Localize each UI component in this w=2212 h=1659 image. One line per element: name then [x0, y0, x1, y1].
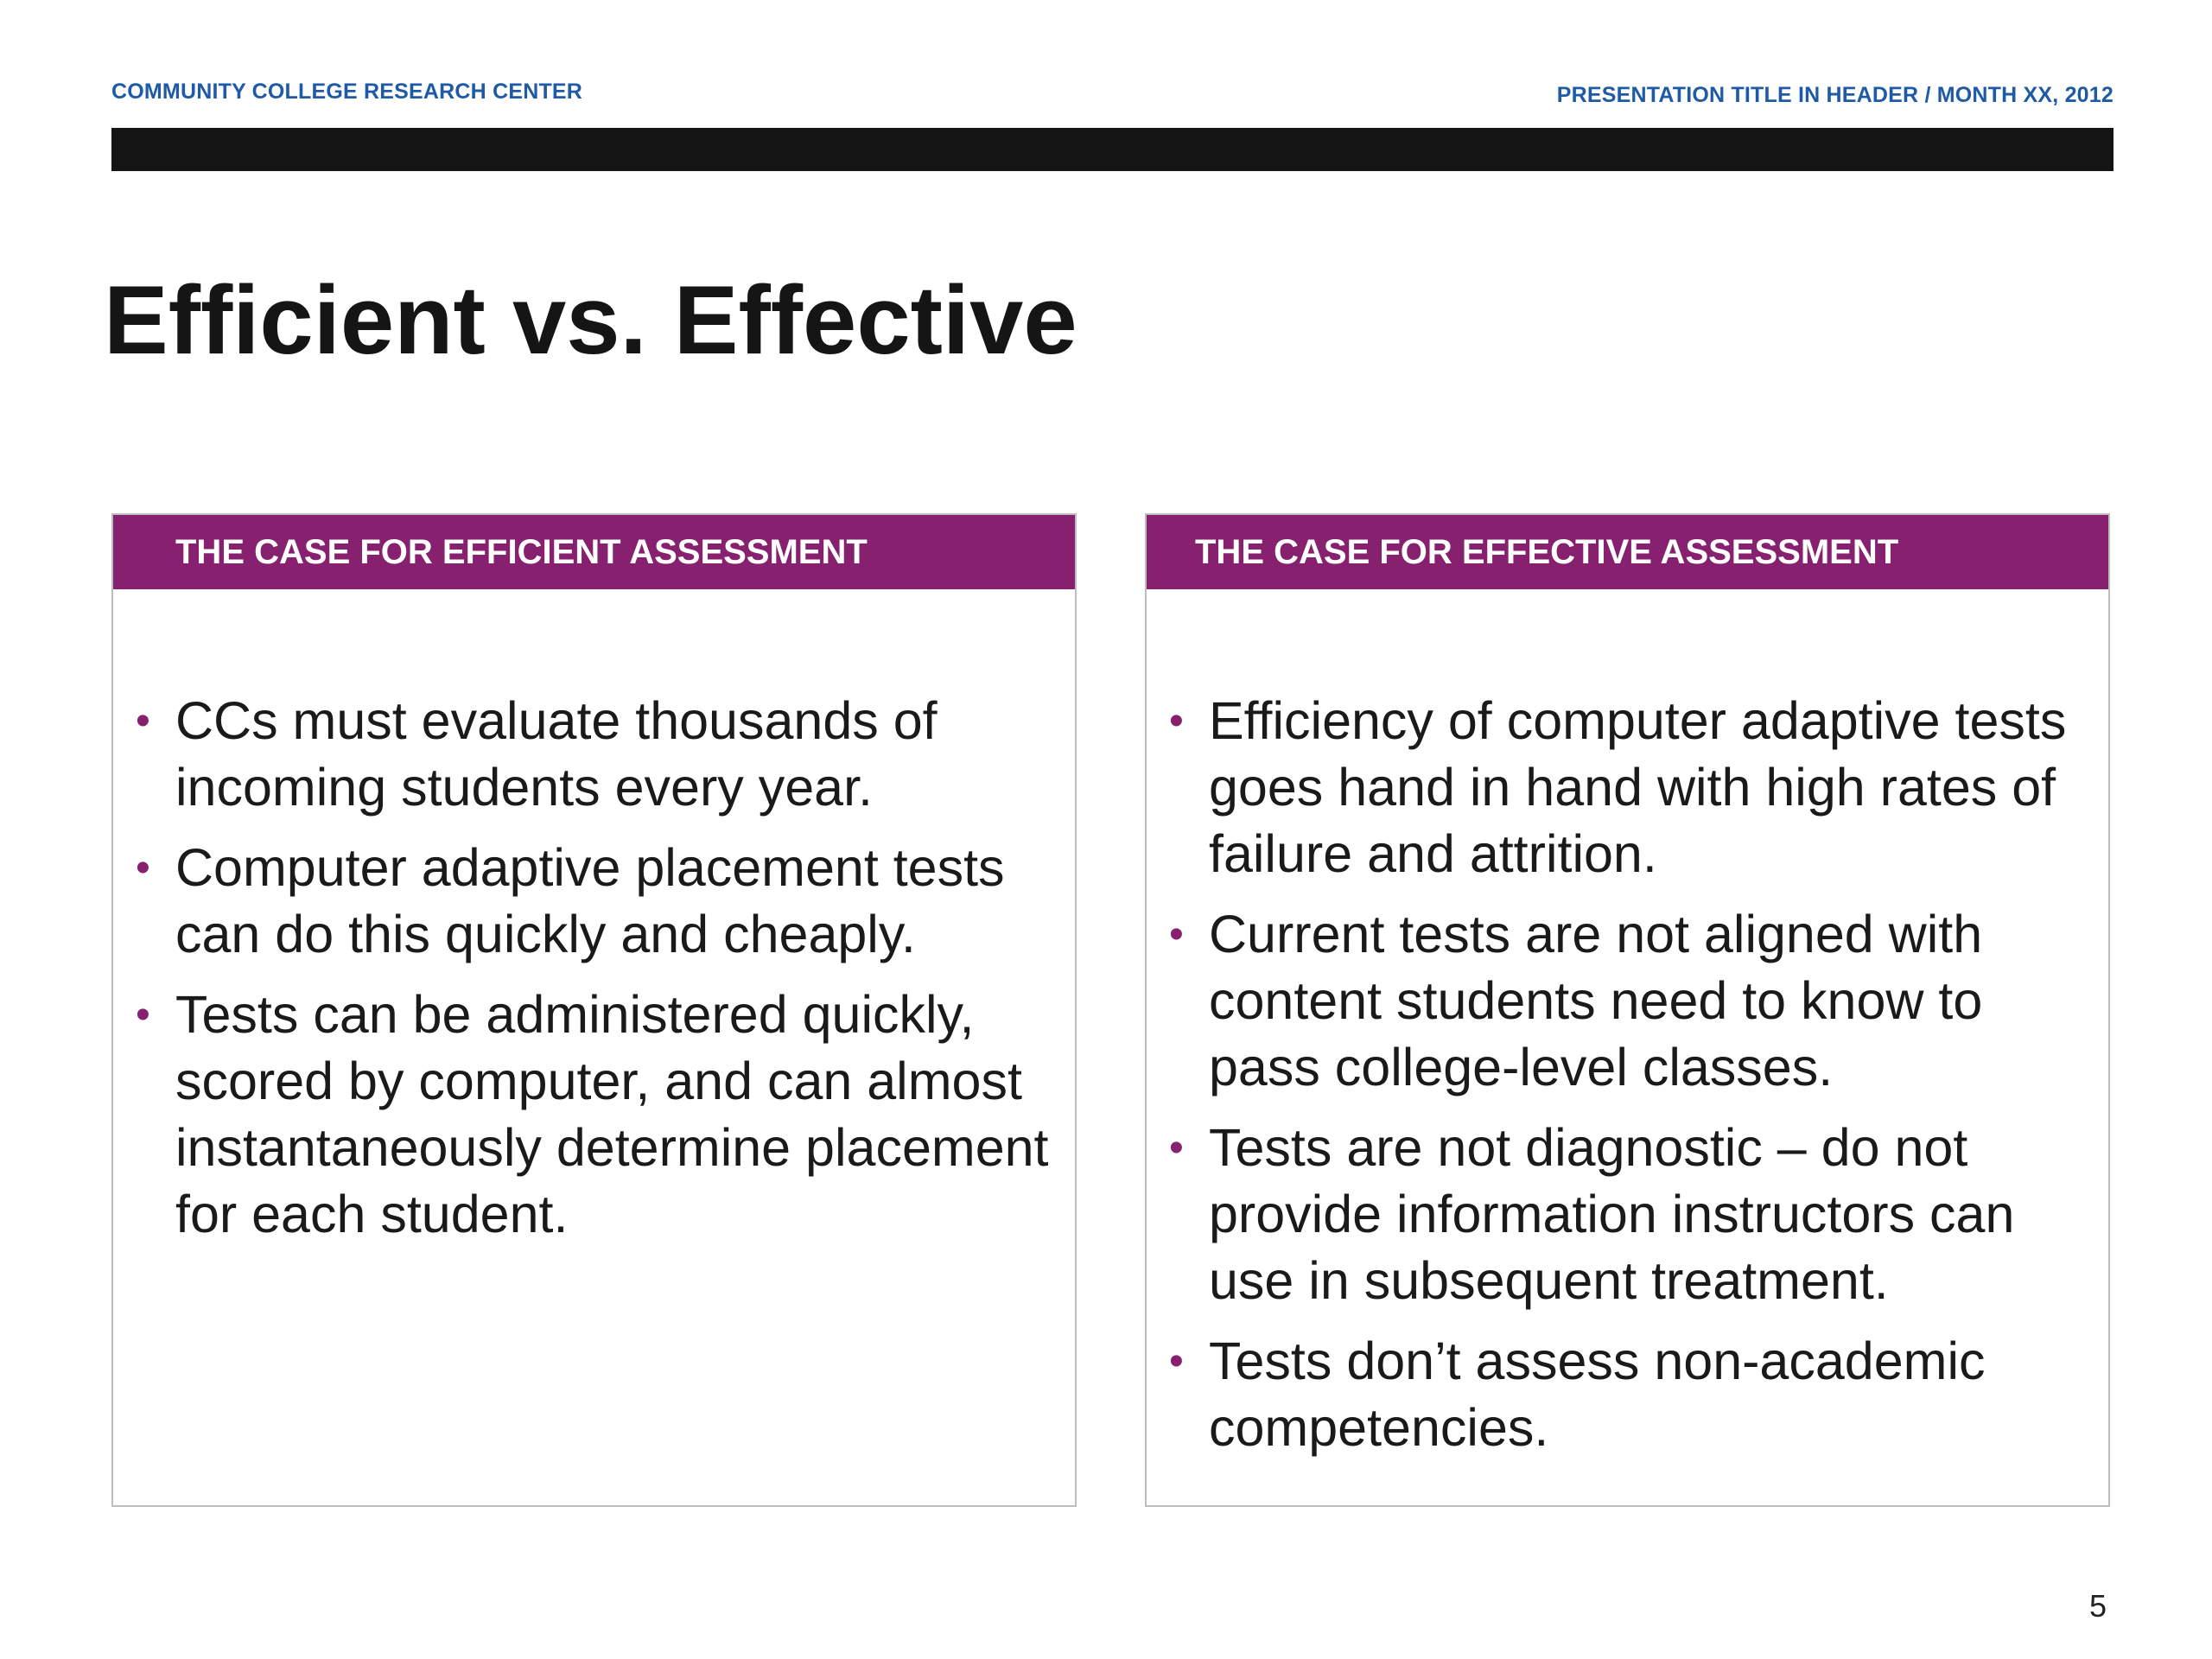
- efficient-panel-heading: THE CASE FOR EFFICIENT ASSESSMENT: [113, 515, 1075, 589]
- bullet-item: [113, 688, 1075, 821]
- efficient-bullet-list: [113, 688, 1075, 1262]
- bullet-icon: •: [1169, 912, 1184, 957]
- presentation-info: PRESENTATION TITLE IN HEADER / MONTH XX, 2012: [1556, 83, 2113, 107]
- bullet-item: [113, 982, 1075, 1248]
- bullet-text: Current tests are not aligned with content students need to know to pass college-level classes.: [1209, 905, 1983, 1096]
- page-number: 5: [2088, 1588, 2107, 1624]
- efficient-assessment-panel: [111, 513, 1077, 1507]
- bullet-item: [1147, 1328, 2108, 1461]
- bullet-icon: •: [136, 698, 150, 744]
- bullet-item: [113, 835, 1075, 968]
- bullet-text: Efficiency of computer adaptive tests goes hand in hand with high rates of failure and attrition.: [1209, 691, 2067, 883]
- bullet-item: [1147, 688, 2108, 887]
- bullet-text: CCs must evaluate thousands of incoming students every year.: [175, 691, 938, 817]
- bullet-text: Tests can be administered quickly, scored by computer, and can almost instantaneously determine placement for each student.: [175, 985, 1049, 1243]
- effective-assessment-panel: [1145, 513, 2110, 1507]
- header-divider-bar: [111, 128, 2113, 171]
- bullet-text: Computer adaptive placement tests can do this quickly and cheaply.: [175, 838, 1005, 963]
- bullet-text: Tests don’t assess non-academic competencies.: [1209, 1332, 1986, 1457]
- bullet-icon: •: [1169, 1125, 1184, 1171]
- bullet-item: [1147, 1115, 2108, 1314]
- effective-panel-heading: THE CASE FOR EFFECTIVE ASSESSMENT: [1147, 515, 2108, 589]
- bullet-icon: •: [136, 992, 150, 1038]
- bullet-icon: •: [1169, 1338, 1184, 1384]
- bullet-text: Tests are not diagnostic – do not provide information instructors can use in subsequent treatment.: [1209, 1118, 2015, 1310]
- slide-title: Efficient vs. Effective: [104, 266, 1077, 374]
- effective-bullet-list: [1147, 688, 2108, 1475]
- bullet-item: [1147, 901, 2108, 1101]
- bullet-icon: •: [1169, 698, 1184, 744]
- bullet-icon: •: [136, 845, 150, 891]
- organization-name: COMMUNITY COLLEGE RESEARCH CENTER: [111, 79, 583, 104]
